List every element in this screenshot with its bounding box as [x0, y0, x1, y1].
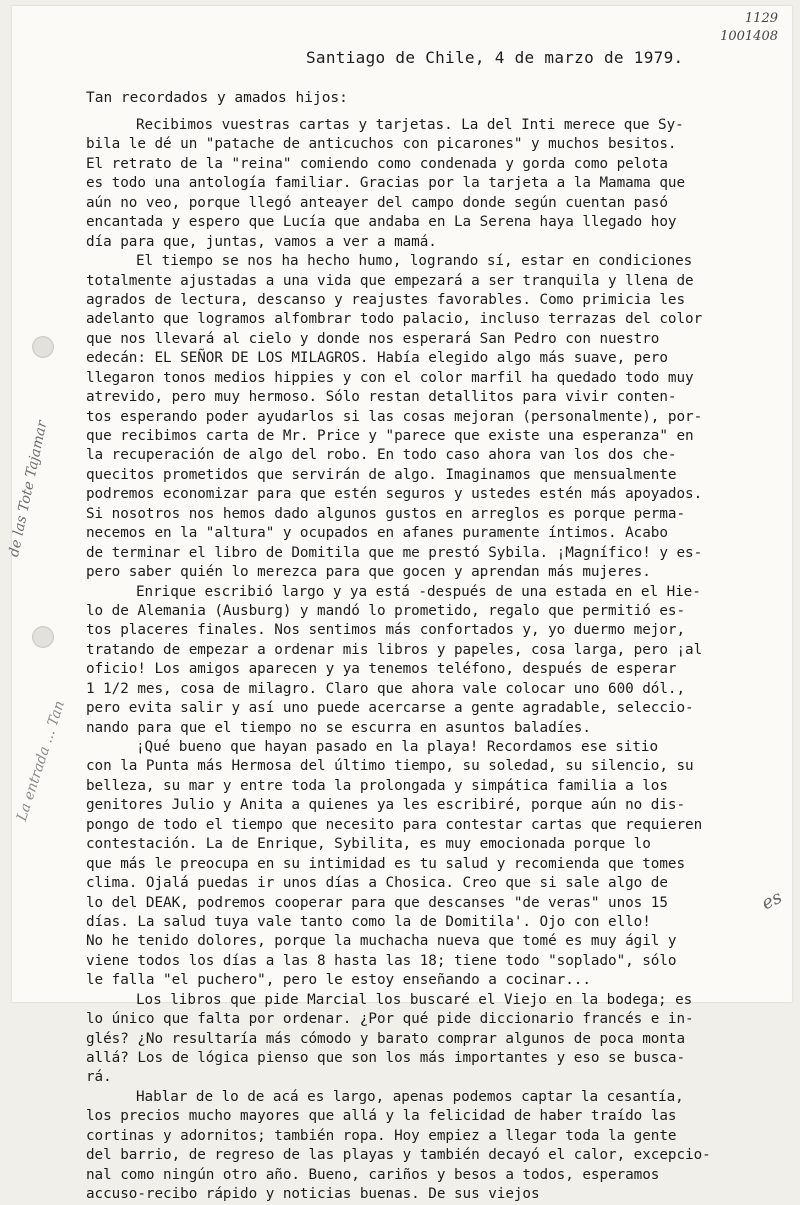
letter-line: edecán: EL SEÑOR DE LOS MILAGROS. Había elegido algo más suave, pero: [86, 350, 668, 367]
archive-number-top: 1129: [744, 11, 778, 26]
letter-line: día para que, juntas, vamos a ver a mamá.: [86, 233, 437, 250]
letter-line: que recibimos carta de Mr. Price y "parece que existe una esperanza" en: [86, 428, 694, 444]
letter-line: nal como ningún otro año. Bueno, cariños y besos a todos, esperamos: [86, 1166, 660, 1183]
date-line: Santiago de Chile, 4 de marzo de 1979.: [306, 48, 684, 67]
letter-body: [86, 116, 776, 1205]
salutation: Tan recordados y amados hijos:: [86, 90, 348, 106]
letter-line: 1 1/2 mes, cosa de milagro. Claro que ahora vale colocar uno 600 dól.,: [86, 680, 686, 697]
archive-reference: [720, 10, 778, 46]
letter-line: Enrique escribió largo y ya está -después de una estada en el Hie-: [136, 583, 701, 600]
letter-line: No he tenido dolores, porque la muchacha nueva que tomé es muy ágil y: [86, 933, 677, 950]
letter-line: nando para que el tiempo no se escurra en asuntos baladíes.: [86, 719, 591, 736]
letter-line: tos placeres finales. Nos sentimos más confortados y, yo duermo mejor,: [86, 622, 686, 639]
letter-line: los precios mucho mayores que allá y la felicidad de haber traído las: [86, 1108, 677, 1125]
letter-line: genitores Julio y Anita a quienes ya les escribiré, porque aún no dis-: [86, 797, 686, 814]
letter-line: adelanto que logramos alfombrar todo palacio, incluso terrazas del color: [86, 311, 703, 328]
letter-line: Hablar de lo de acá es largo, apenas podemos captar la cesantía,: [136, 1088, 684, 1105]
punch-hole: [32, 336, 54, 358]
letter-line: aún no veo, porque llegó anteayer del campo donde según cuentan pasó: [86, 194, 668, 211]
letter-line: tratando de empezar a ordenar mis libros y papeles, cosa larga, pero ¡al: [86, 641, 703, 658]
letter-line: allá? Los de lógica pienso que son los más importantes y eso se busca-: [86, 1050, 686, 1066]
letter-line: glés? ¿No resultaría más cómodo y barato comprar algunos de poca monta: [86, 1030, 686, 1047]
letter-line: de terminar el libro de Domitila que me prestó Sybila. ¡Magnífico! y es-: [86, 544, 703, 561]
letter-line: llegaron tonos medios hippies y con el color marfil ha quedado todo muy: [86, 369, 694, 386]
letter-line: lo del DEAK, podremos cooperar para que descanses "de veras" unos 15: [86, 894, 668, 911]
letter-line: lo de Alemania (Ausburg) y mandó lo prometido, regalo que permitió es-: [86, 602, 686, 619]
letter-line: que más le preocupa en su intimidad es tu salud y recomienda que tomes: [86, 855, 686, 872]
letter-line: días. La salud tuya vale tanto como la de Domitila'. Ojo con ello!: [86, 913, 651, 930]
letter-line: tos esperando poder ayudarlos si las cosas mejoran (personalmente), por-: [86, 408, 703, 425]
margin-note-upper: de las Tote Tajamar: [6, 419, 51, 559]
letter-line: clima. Ojalá puedas ir unos días a Chosica. Creo que si sale algo de: [86, 875, 668, 892]
letter-line: encantada y espero que Lucía que andaba en La Serena haya llegado hoy: [86, 214, 677, 231]
letter-line: Los libros que pide Marcial los buscaré el Viejo en la bodega; es: [136, 991, 693, 1008]
letter-line: El retrato de la "reina" comiendo como condenada y gorda como pelota: [86, 155, 668, 172]
letter-line: del barrio, de regreso de las playas y también decayó el calor, excepcio-: [86, 1147, 711, 1164]
letter-line: quecitos prometidos que servirán de algo. Imaginamos que mensualmente: [86, 466, 677, 483]
letter-line: accuso-recibo rápido y noticias buenas. De sus viejos: [86, 1186, 540, 1203]
letter-line: Si nosotros nos hemos dado algunos gustos en arreglos es porque perma-: [86, 505, 686, 522]
letter-line: es todo una antología familiar. Gracias por la tarjeta a la Mamama que: [86, 175, 686, 192]
letter-line: la recuperación de algo del robo. En todo caso ahora van los dos che-: [86, 447, 677, 464]
letter-line: pero evita salir y así uno puede acercarse a gente agradable, seleccio-: [86, 700, 694, 717]
letter-line: viene todos los días a las 8 hasta las 18; tiene todo "soplado", sólo: [86, 952, 677, 969]
letter-line: pero saber quién lo merezca para que gocen y aprendan más mujeres.: [86, 564, 651, 581]
letter-line: rá.: [86, 1069, 112, 1086]
letter-line: ¡Qué bueno que hayan pasado en la playa! Recordamos ese sitio: [136, 739, 659, 755]
letter-line: belleza, su mar y entre toda la prolongada y simpática familia a los: [86, 777, 668, 794]
letter-line: bila le dé un "patache de anticuchos con picarones" y muchos besitos.: [86, 136, 677, 153]
letter-line: necemos en la "altura" y ocupados en afanes puramente íntimos. Acabo: [86, 525, 668, 542]
letter-line: con la Punta más Hermosa del último tiempo, su soledad, su silencio, su: [86, 758, 694, 775]
letter-line: Recibimos vuestras cartas y tarjetas. La del Inti merece que Sy-: [136, 117, 684, 133]
letter-line: lo único que falta por ordenar. ¿Por qué pide diccionario francés e in-: [86, 1011, 694, 1028]
letter-line: que nos llevará al cielo y donde nos esperará San Pedro con nuestro: [86, 330, 660, 347]
margin-note-lower: La entrada ... Tan: [14, 698, 68, 823]
letter-line: contestación. La de Enrique, Sybilita, es muy emocionada porque lo: [86, 836, 651, 853]
archive-number-bottom: 1001408: [720, 29, 778, 44]
letter-line: podremos economizar para que estén seguros y ustedes estén más apoyados.: [86, 486, 703, 503]
letter-line: cortinas y adornitos; también ropa. Hoy empiez a llegar toda la gente: [86, 1127, 677, 1144]
letter-line: le falla "el puchero", pero le estoy enseñando a cocinar...: [86, 972, 591, 989]
letter-line: atrevido, pero muy hermoso. Sólo restan detallitos para vivir conten-: [86, 389, 677, 406]
letter-line: agrados de lectura, descanso y reajustes favorables. Como primicia les: [86, 291, 686, 308]
letter-line: pongo de todo el tiempo que necesito para contestar cartas que requieren: [86, 816, 703, 833]
handwritten-mark: es: [758, 886, 786, 915]
punch-hole: [32, 626, 54, 648]
letter-line: El tiempo se nos ha hecho humo, logrando sí, estar en condiciones: [136, 253, 693, 270]
letter-line: totalmente ajustadas a una vida que empezará a ser tranquila y llena de: [86, 272, 694, 289]
letter-line: oficio! Los amigos aparecen y ya tenemos teléfono, después de esperar: [86, 661, 677, 678]
